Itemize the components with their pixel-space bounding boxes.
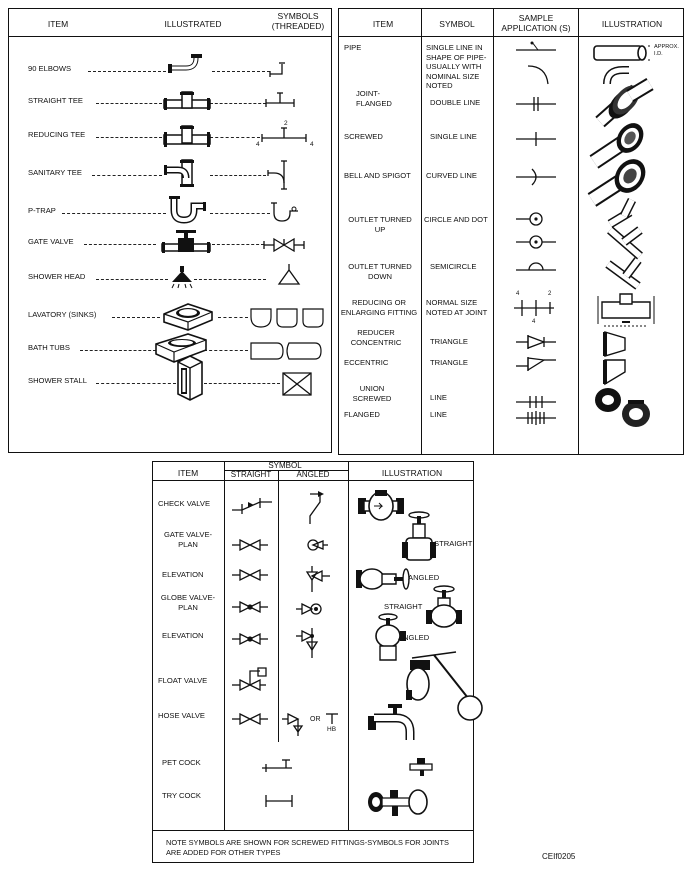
- pipes-row-item: REDUCING OR ENLARGING FITTING: [340, 298, 418, 317]
- pipes-header-symbol: SYMBOL: [439, 19, 475, 29]
- pipes-row-symbol: SEMICIRCLE: [430, 262, 477, 271]
- straight-tee-icon: [164, 92, 210, 118]
- globe-valve-plan-angled-symbol: [296, 602, 324, 616]
- shower-stall-icon: [176, 356, 204, 400]
- valves-header-item: ITEM: [177, 468, 199, 478]
- pipes-header-sample: SAMPLE APPLICATION (S): [501, 13, 571, 33]
- pipes-row-symbol: CURVED LINE: [426, 171, 477, 180]
- leader-line: [62, 213, 166, 214]
- leader-line: [194, 279, 266, 280]
- pipe-curve-symbol: [528, 64, 550, 86]
- valves-header-straight: STRAIGHT: [230, 470, 272, 479]
- figure-id: CEIf0205: [542, 852, 576, 861]
- gate-valve-icon: [162, 230, 210, 260]
- hose-valve-hb-label: HB: [327, 726, 337, 733]
- pipes-row-symbol: NORMAL SIZE NOTED AT JOINT: [426, 298, 488, 317]
- reducing-fitting-size: 4: [532, 319, 536, 325]
- pipes-row-symbol: DOUBLE LINE: [430, 98, 481, 107]
- gate-valve-elevation-straight-symbol: [232, 568, 268, 582]
- pipes-row-symbol: TRIANGLE: [430, 358, 468, 367]
- valves-header-angled: ANGLED: [296, 470, 330, 479]
- leader-line: [210, 103, 266, 104]
- pipes-row-item: FLANGED: [344, 410, 380, 419]
- elbow-symbol: [270, 62, 290, 86]
- fittings-header-illustrated: ILLUSTRATED: [164, 19, 222, 29]
- pipe-approx-label: APPROX. I.D.: [654, 44, 679, 57]
- pipes-row-item: SCREWED: [344, 132, 383, 141]
- leader-line: [218, 317, 248, 318]
- shower-head-symbol: [278, 264, 300, 286]
- fittings-row-label: REDUCING TEE: [28, 130, 86, 139]
- outlet-up-symbol: [516, 210, 556, 254]
- pipes-header-illustration: ILLUSTRATION: [601, 19, 663, 29]
- pipes-row-symbol: TRIANGLE: [430, 337, 468, 346]
- reducing-tee-size-left: 4: [256, 141, 260, 148]
- elbow-90-icon: [168, 56, 208, 86]
- straight-tee-symbol: [266, 93, 294, 115]
- hose-valve-straight-symbol: [232, 712, 268, 726]
- gate-valve-straight-illustration: [400, 512, 438, 566]
- reducing-tee-size-top: 2: [284, 120, 288, 127]
- pipes-row-item: BELL AND SPIGOT: [344, 171, 411, 180]
- gate-valve-angled-label: ANGLED: [408, 573, 440, 582]
- pipes-header-item: ITEM: [372, 19, 394, 29]
- joint-screwed-symbol: [516, 131, 556, 147]
- pipes-row-item: ECCENTRIC: [344, 358, 389, 367]
- fittings-row-label: LAVATORY (SINKS): [28, 310, 97, 319]
- pet-cock-symbol: [262, 758, 298, 774]
- pipes-row-item: REDUCER CONCENTRIC: [350, 328, 402, 347]
- hose-valve-or-label: OR: [310, 716, 321, 723]
- pipes-row-item: PIPE: [344, 43, 362, 52]
- valves-col-divider: [348, 461, 349, 830]
- gate-valve-symbol: [264, 236, 304, 254]
- reducer-eccentric-symbol: [516, 356, 556, 372]
- globe-valve-elevation-straight-symbol: [232, 632, 268, 646]
- valves-row-item: CHECK VALVE: [158, 499, 211, 508]
- leader-line: [212, 244, 264, 245]
- fittings-header-symbols: SYMBOLS (THREADED): [271, 11, 325, 31]
- fittings-header-item: ITEM: [47, 19, 69, 29]
- valves-row-item: GLOBE VALVE- PLAN: [160, 593, 216, 612]
- valves-col-divider: [224, 461, 225, 830]
- gate-valve-angled-illustration: [354, 564, 412, 594]
- pipes-row-symbol: CIRCLE AND DOT: [424, 215, 488, 224]
- leader-line: [210, 175, 266, 176]
- union-flanged-symbol: [516, 410, 556, 426]
- reducing-fitting-size: 4: [516, 291, 520, 297]
- gate-valve-plan-straight-symbol: [232, 538, 268, 552]
- bath-tub-symbol: [250, 342, 324, 360]
- pipes-row-symbol: LINE: [430, 410, 447, 419]
- sanitary-tee-icon: [164, 160, 210, 188]
- outlet-up-illustration: [604, 198, 644, 228]
- outlet-cross-illustration: [606, 226, 646, 260]
- pipes-row-symbol: SINGLE LINE IN SHAPE OF PIPE- USUALLY WITH NOMINAL SIZE NOTED: [426, 43, 487, 90]
- reducing-fitting-illustration: [596, 292, 658, 330]
- leader-line: [210, 137, 260, 138]
- hose-valve-angled-symbol: [282, 712, 308, 738]
- globe-valve-elevation-angled-symbol: [296, 628, 324, 658]
- valves-note: NOTE SYMBOLS ARE SHOWN FOR SCREWED FITTINGS-SYMBOLS FOR JOINTS ARE ADDED FOR OTHER TYPES: [166, 838, 449, 857]
- fittings-row-label: GATE VALVE: [28, 237, 74, 246]
- valves-header-illustration: ILLUSTRATION: [381, 468, 443, 478]
- leader-line: [84, 244, 156, 245]
- float-valve-illustration: [404, 650, 484, 726]
- pipes-row-item: OUTLET TURNED UP: [348, 215, 412, 234]
- fittings-header-divider: [8, 36, 332, 37]
- sanitary-tee-symbol: [268, 161, 292, 189]
- pet-cock-illustration: [408, 756, 434, 778]
- pipes-row-symbol: SINGLE LINE: [430, 132, 477, 141]
- reducer-concentric-illustration: [602, 330, 628, 358]
- globe-valve-straight-illustration: [424, 586, 464, 630]
- leader-line: [112, 317, 160, 318]
- bell-spigot-symbol: [516, 168, 556, 186]
- globe-valve-straight-label: STRAIGHT: [384, 602, 423, 611]
- gate-valve-plan-angled-symbol: [304, 538, 328, 552]
- check-valve-illustration: [356, 488, 406, 524]
- leader-line: [96, 279, 168, 280]
- valves-row-item: ELEVATION: [162, 631, 204, 640]
- try-cock-symbol: [262, 792, 298, 810]
- pipe-sample-symbol: [516, 40, 556, 54]
- p-trap-icon: [168, 196, 208, 226]
- check-valve-angled-symbol: [306, 488, 330, 524]
- leader-line: [92, 175, 162, 176]
- pipes-row-item: UNION SCREWED: [352, 384, 392, 403]
- leader-line: [204, 350, 248, 351]
- leader-line: [210, 213, 270, 214]
- reducer-eccentric-illustration: [602, 358, 628, 386]
- reducing-tee-size-right: 4: [310, 141, 314, 148]
- outlet-down-illustration: [604, 258, 644, 288]
- valves-row-item: GATE VALVE- PLAN: [163, 530, 213, 549]
- float-valve-straight-symbol: [232, 666, 272, 692]
- outlet-down-symbol: [516, 262, 556, 278]
- leader-line: [212, 71, 270, 72]
- reducing-tee-icon: [164, 126, 210, 154]
- leader-line: [88, 71, 166, 72]
- valves-row-item: HOSE VALVE: [158, 711, 205, 720]
- leader-line: [96, 383, 176, 384]
- valves-row-item: PET COCK: [162, 758, 201, 767]
- fittings-row-label: 90 ELBOWS: [28, 64, 72, 73]
- pipes-col-divider: [578, 8, 579, 455]
- fittings-row-label: SANITARY TEE: [28, 168, 82, 177]
- lavatory-icon: [162, 302, 214, 332]
- valves-row-item: FLOAT VALVE: [158, 676, 208, 685]
- pipes-col-divider: [421, 8, 422, 455]
- leader-line: [96, 137, 162, 138]
- valves-header-divider: [152, 480, 474, 481]
- flanged-joint-illustration: [596, 82, 654, 130]
- valves-note-divider: [152, 830, 474, 831]
- union-screwed-symbol: [516, 394, 556, 410]
- reducing-fitting-size: 2: [548, 291, 552, 297]
- joint-flanged-symbol: [516, 96, 556, 112]
- pipes-col-divider: [493, 8, 494, 455]
- fittings-row-label: STRAIGHT TEE: [28, 96, 83, 105]
- valves-col-divider: [278, 470, 279, 742]
- valves-row-item: TRY COCK: [162, 791, 201, 800]
- gate-valve-elevation-angled-symbol: [304, 566, 330, 592]
- pipes-row-item: OUTLET TURNED DOWN: [348, 262, 412, 281]
- hose-valve-illustration: [366, 704, 416, 744]
- pipes-row-item: JOINT- FLANGED: [356, 89, 392, 108]
- p-trap-symbol: [272, 203, 298, 227]
- union-illustration: [592, 384, 656, 430]
- valves-header-symbol: SYMBOL: [268, 461, 302, 470]
- check-valve-straight-symbol: [232, 496, 272, 516]
- pipes-row-symbol: LINE: [430, 393, 447, 402]
- lavatory-symbol: [250, 308, 324, 328]
- leader-line: [80, 350, 156, 351]
- fittings-row-label: SHOWER STALL: [28, 376, 87, 385]
- valves-row-item: ELEVATION: [162, 570, 204, 579]
- shower-stall-symbol: [282, 372, 312, 396]
- globe-valve-plan-straight-symbol: [232, 600, 268, 614]
- globe-valve-angled-label: ANGLED: [398, 633, 430, 642]
- try-cock-illustration: [366, 786, 430, 822]
- fittings-row-label: BATH TUBS: [28, 343, 70, 352]
- pipes-header-divider: [338, 36, 684, 37]
- shower-head-icon: [170, 266, 194, 288]
- reducer-concentric-symbol: [516, 334, 556, 350]
- pipe-illustration: [590, 42, 650, 64]
- fittings-row-label: SHOWER HEAD: [28, 272, 86, 281]
- leader-line: [204, 383, 280, 384]
- fittings-row-label: P-TRAP: [28, 206, 56, 215]
- gate-valve-straight-label: STRAIGHT: [434, 539, 473, 548]
- leader-line: [96, 103, 162, 104]
